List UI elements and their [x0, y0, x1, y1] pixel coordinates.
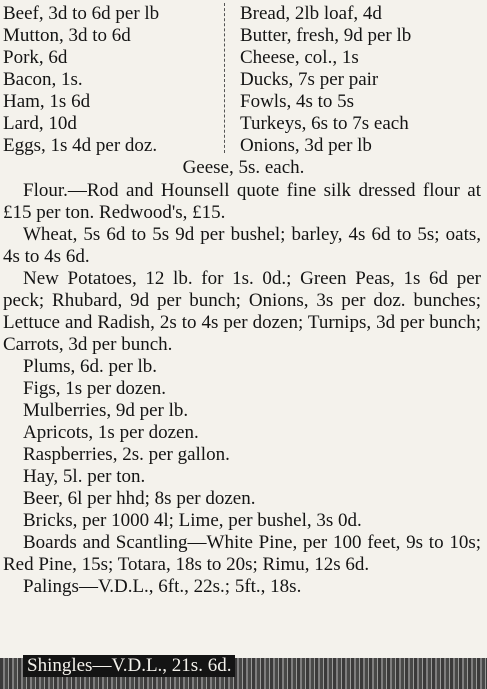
price-cell: Beef, 3d to 6d per lb	[3, 3, 160, 24]
table-row	[3, 69, 484, 91]
centered-price-line: Geese, 5s. each.	[182, 157, 305, 178]
price-cell: Butter, fresh, 9d per lb	[240, 25, 412, 46]
price-cell: Ducks, 7s per pair	[240, 69, 379, 90]
price-cell: Bread, 2lb loaf, 4d	[240, 3, 382, 24]
price-table	[3, 3, 484, 157]
column-divider	[224, 3, 225, 153]
table-row	[3, 3, 484, 25]
paragraph: Boards and Scantling—White Pine, per 100 feet, 9s to 10s; Red Pine, 15s; Totara, 18s to 20s; Rimu, 12s 6d.	[3, 532, 481, 575]
price-cell: Fowls, 4s to 5s	[240, 91, 355, 112]
paragraph: Raspberries, 2s. per gallon.	[23, 444, 230, 465]
price-cell: Lard, 10d	[3, 113, 77, 134]
paragraph: Hay, 5l. per ton.	[23, 466, 146, 487]
price-cell: Mutton, 3d to 6d	[3, 25, 131, 46]
table-row	[3, 25, 484, 47]
paragraph: Figs, 1s per dozen.	[23, 378, 167, 399]
price-cell: Ham, 1s 6d	[3, 91, 91, 112]
paragraph: Plums, 6d. per lb.	[23, 356, 158, 377]
paragraph: Beer, 6l per hhd; 8s per dozen.	[23, 488, 256, 509]
table-row	[3, 47, 484, 69]
paragraph: Mulberries, 9d per lb.	[23, 400, 189, 421]
price-cell: Cheese, col., 1s	[240, 47, 359, 68]
last-paragraph: Shingles—V.D.L., 21s. 6d.	[23, 655, 235, 677]
paragraph: Wheat, 5s 6d to 5s 9d per bushel; barley, 4s 6d to 5s; oats, 4s to 4s 6d.	[3, 224, 481, 267]
table-row	[3, 113, 484, 135]
paragraph-block	[3, 180, 481, 598]
price-cell: Turkeys, 6s to 7s each	[240, 113, 409, 134]
price-cell: Pork, 6d	[3, 47, 68, 68]
paragraph: Bricks, per 1000 4l; Lime, per bushel, 3s 0d.	[23, 510, 362, 531]
price-cell: Bacon, 1s.	[3, 69, 83, 90]
paragraph: New Potatoes, 12 lb. for 1s. 0d.; Green Peas, 1s 6d per peck; Rhubard, 9d per bunch; Onions, 3s per doz. bunches; Lettuce and Radish, 2s to 4s per dozen; Turnips, 3d per bunch; Carrots, 3d per bunch.	[3, 268, 481, 355]
paragraph: Apricots, 1s per dozen.	[23, 422, 199, 443]
price-cell: Onions, 3d per lb	[240, 135, 372, 156]
paragraph: Flour.—Rod and Hounsell quote fine silk dressed flour at £15 per ton. Redwood's, £15.	[3, 180, 481, 223]
price-cell: Eggs, 1s 4d per doz.	[3, 135, 158, 156]
table-row	[3, 91, 484, 113]
table-row	[3, 135, 484, 157]
paragraph: Palings—V.D.L., 6ft., 22s.; 5ft., 18s.	[23, 576, 302, 597]
